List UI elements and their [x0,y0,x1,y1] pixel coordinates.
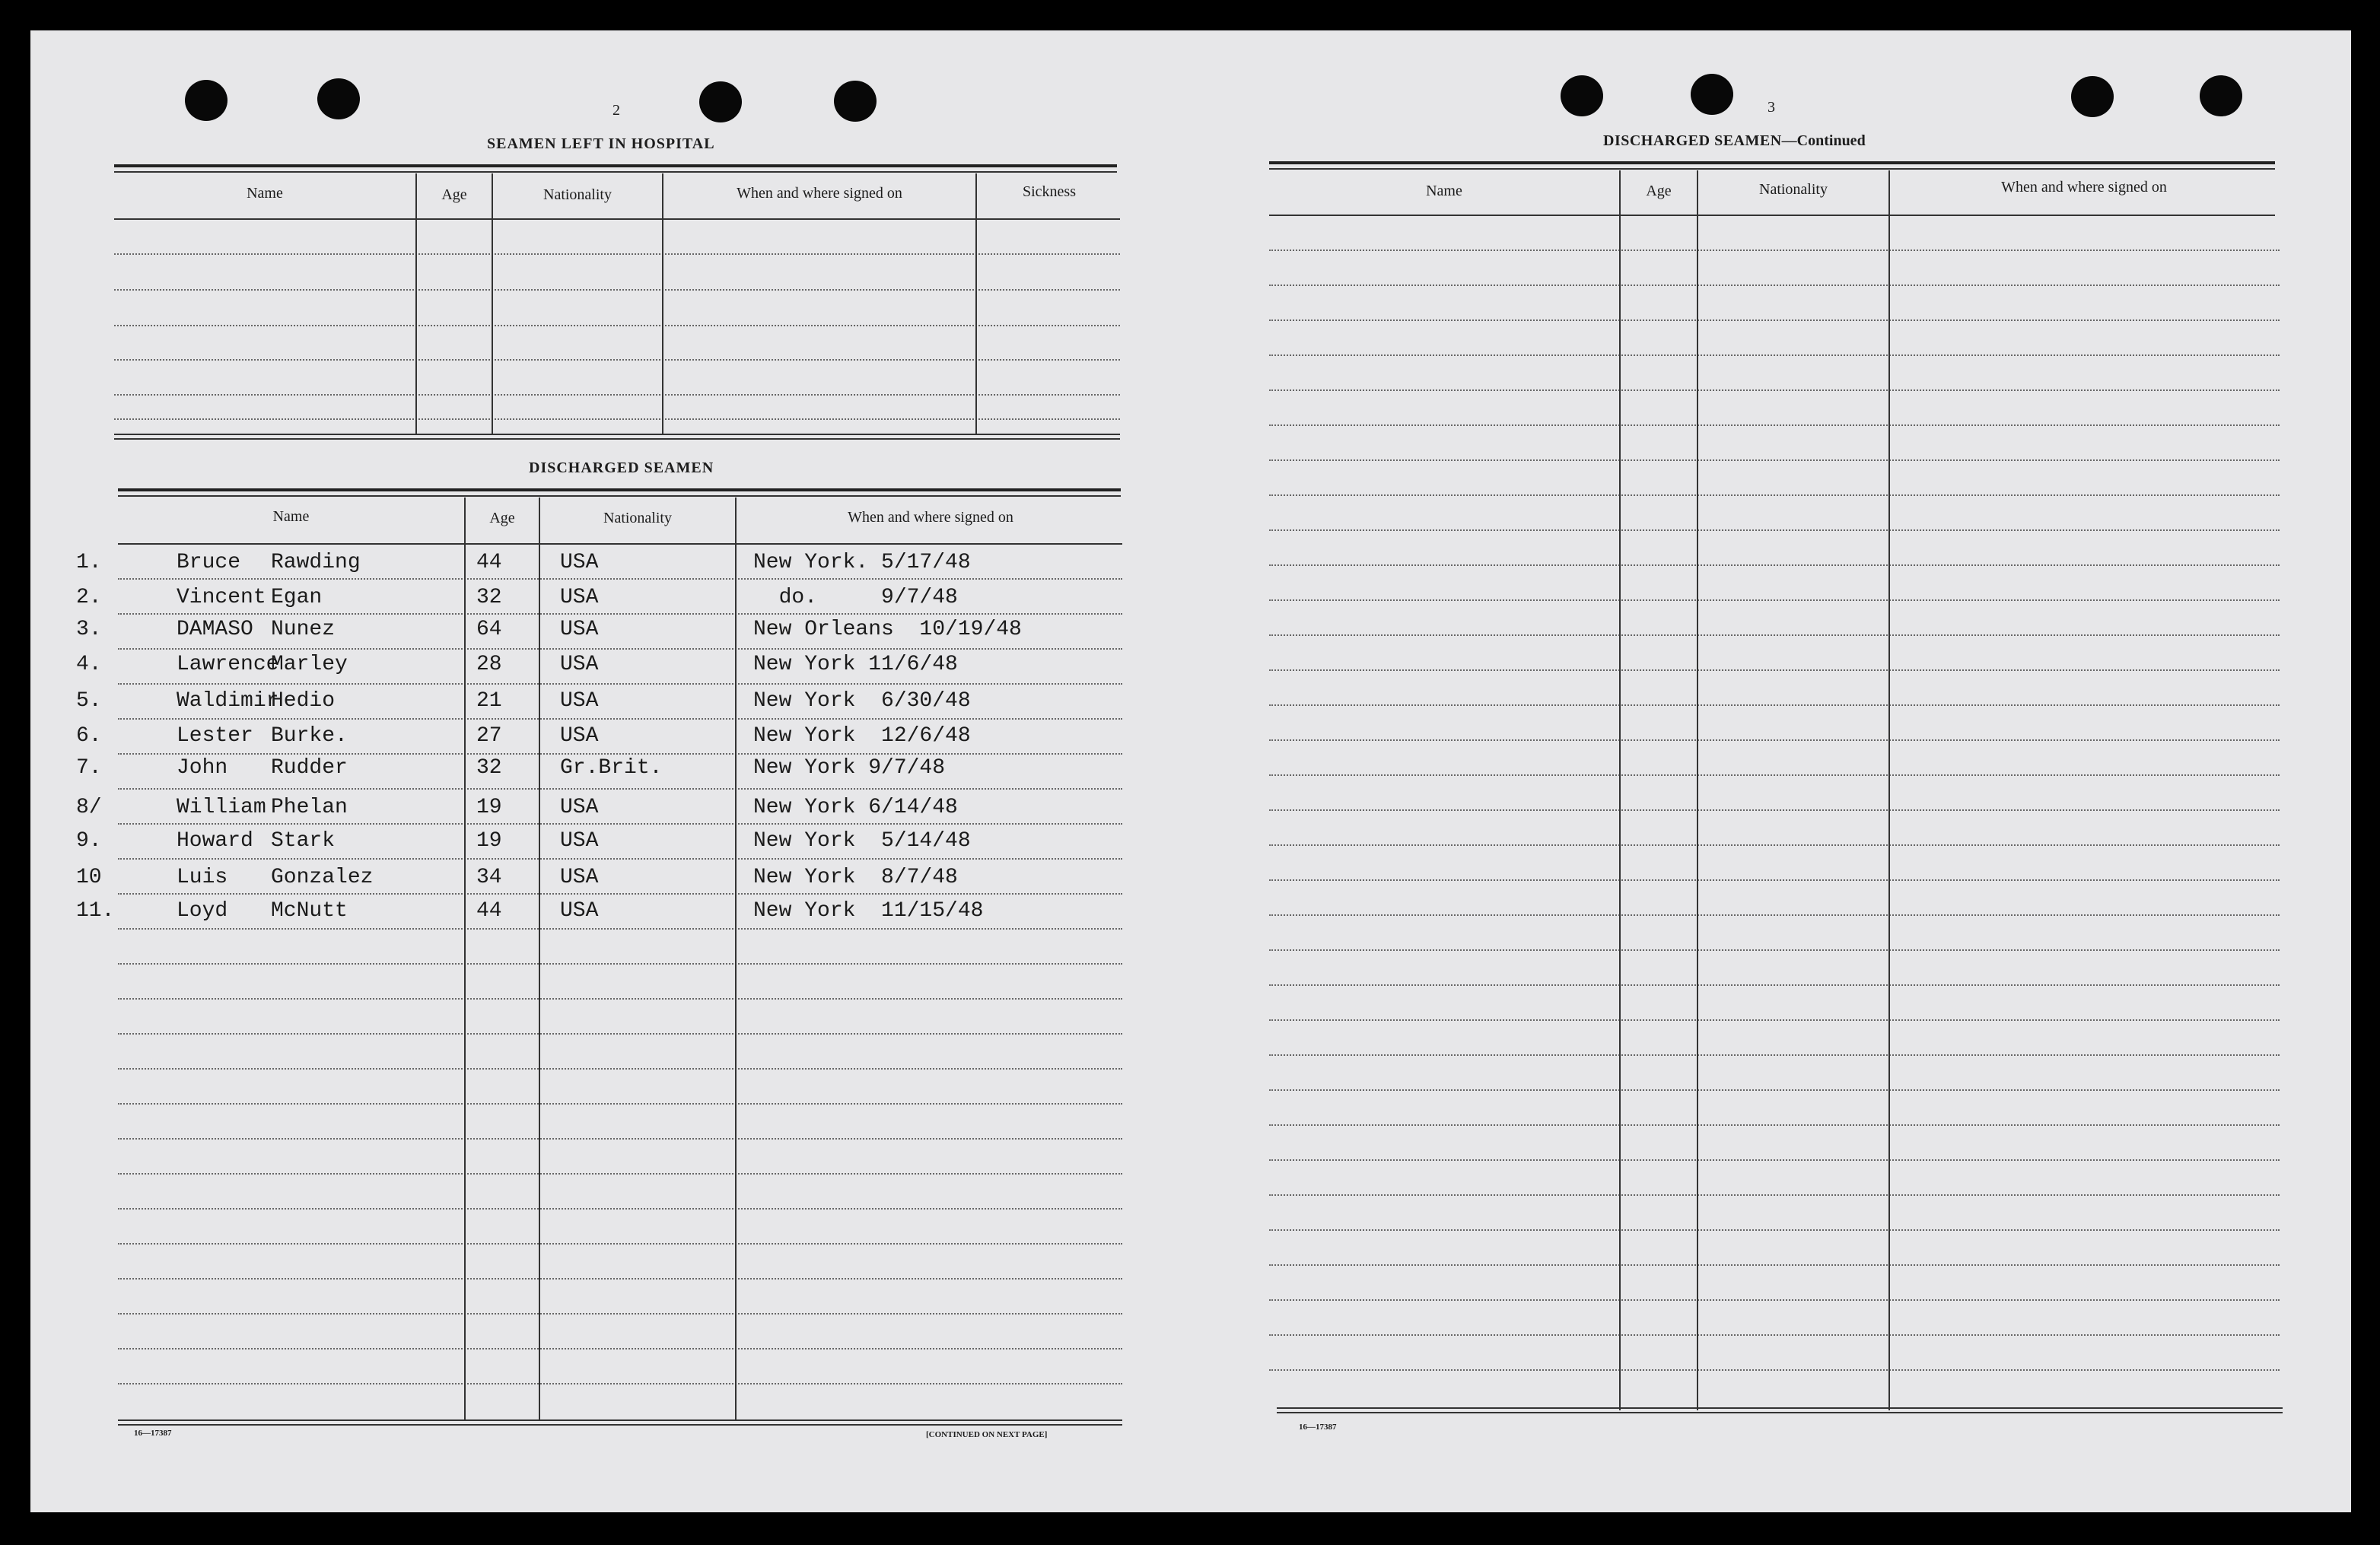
discharged-row-line [118,1173,1122,1175]
right-row-line [1269,1369,2280,1371]
seaman-nationality: USA [560,829,599,853]
seaman-nationality: USA [560,586,599,609]
right-row-line [1269,1159,2280,1161]
hospital-header-rule [114,218,1120,220]
punch-hole [834,81,877,122]
right-row-line [1269,1299,2280,1301]
discharged-row-line [118,578,1122,580]
page-number-left: 2 [612,102,620,119]
discharged-row-line [118,683,1122,685]
discharged-row-line [118,1383,1122,1384]
right-row-line [1269,1019,2280,1021]
discharged-row-line [118,998,1122,1000]
row-number: 5. [76,689,102,713]
seaman-age: 64 [476,618,502,641]
seaman-first-name: Lester [177,724,253,748]
right-row-line [1269,354,2280,356]
right-row-line [1269,459,2280,461]
seaman-signed-on: New Orleans 10/19/48 [753,618,1022,641]
right-row-line [1269,1124,2280,1126]
seaman-last-name: Hedio [271,689,336,713]
discharged-bottom-rule-2 [118,1424,1122,1426]
seaman-age: 34 [476,866,502,889]
right-row-line [1269,634,2280,636]
right-row-line [1269,529,2280,531]
right-row-line [1269,1194,2280,1196]
right-row-line [1269,739,2280,741]
row-number: 6. [76,724,102,748]
seaman-first-name: Howard [177,829,253,853]
right-col-age: Age [1646,183,1672,199]
seaman-last-name: Stark [271,829,336,853]
seaman-age: 19 [476,796,502,819]
row-number: 4. [76,653,102,676]
punch-hole [2200,75,2242,116]
right-row-line [1269,319,2280,321]
right-row-line [1269,774,2280,776]
seaman-nationality: USA [560,724,599,748]
right-row-line [1269,424,2280,426]
hospital-top-rule [114,164,1117,167]
discharged-row-line [118,613,1122,615]
seaman-signed-on: do. 9/7/48 [753,586,958,609]
discharged-row-line [118,1208,1122,1210]
seaman-age: 21 [476,689,502,713]
right-bottom-rule [1277,1407,2283,1409]
right-row-line [1269,494,2280,496]
punch-hole [699,81,742,122]
discharged-row-line [118,788,1122,790]
seaman-age: 19 [476,829,502,853]
right-header-rule [1269,215,2275,216]
hospital-col-name: Name [247,185,283,202]
row-number: 8/ [76,796,102,819]
discharged-row-line [118,753,1122,755]
seaman-first-name: DAMASO [177,618,253,641]
right-row-line [1269,704,2280,706]
seaman-nationality: USA [560,796,599,819]
seaman-signed-on: New York 6/30/48 [753,689,971,713]
seaman-last-name: Rudder [271,756,348,780]
hospital-row-line [114,325,1120,326]
hospital-col-signed-on: When and where signed on [737,185,902,202]
hospital-row-line [114,418,1120,420]
right-bottom-rule-2 [1277,1412,2283,1413]
row-number: 11. [76,899,115,923]
right-row-line [1269,949,2280,951]
punch-hole [2071,76,2114,117]
discharged-top-rule-thin [118,495,1121,497]
discharged-row-line [118,648,1122,650]
right-row-line [1269,1054,2280,1056]
right-row-line [1269,389,2280,391]
seaman-first-name: Waldimir [177,689,279,713]
seaman-age: 32 [476,756,502,780]
right-top-rule-thin [1269,168,2275,170]
seaman-signed-on: New York 9/7/48 [753,756,946,780]
row-number: 7. [76,756,102,780]
seaman-last-name: Phelan [271,796,348,819]
seaman-age: 44 [476,899,502,923]
continued-note: [CONTINUED ON NEXT PAGE] [926,1430,1048,1439]
discharged-top-rule [118,488,1121,491]
seaman-last-name: Nunez [271,618,336,641]
seaman-signed-on: New York 6/14/48 [753,796,958,819]
hospital-col-divider [662,173,663,435]
right-section-title [1603,132,1866,150]
seaman-nationality: Gr.Brit. [560,756,663,780]
discharged-row-line [118,1103,1122,1105]
seaman-last-name: Egan [271,586,323,609]
seaman-last-name: McNutt [271,899,348,923]
discharged-row-line [118,718,1122,720]
discharged-row-line [118,893,1122,895]
right-row-line [1269,1089,2280,1091]
row-number: 3. [76,618,102,641]
discharged-row-line [118,1138,1122,1140]
discharged-row-line [118,963,1122,965]
punch-hole [1691,74,1733,115]
hospital-col-nationality: Nationality [543,186,612,203]
discharged-col-divider [735,498,737,1421]
right-row-line [1269,844,2280,846]
discharged-col-signed-on: When and where signed on [848,509,1013,526]
hospital-col-divider [975,173,977,435]
seaman-nationality: USA [560,653,599,676]
seaman-age: 28 [476,653,502,676]
seaman-first-name: John [177,756,228,780]
right-row-line [1269,1264,2280,1266]
seaman-first-name: William [177,796,266,819]
punch-hole [317,78,360,119]
right-row-line [1269,285,2280,286]
right-row-line [1269,250,2280,251]
seaman-signed-on: New York 12/6/48 [753,724,971,748]
seaman-first-name: Loyd [177,899,228,923]
form-code-left: 16—17387 [134,1429,172,1438]
discharged-col-nationality: Nationality [603,510,672,526]
discharged-row-line [118,928,1122,930]
right-row-line [1269,1334,2280,1336]
seaman-signed-on: New York 11/6/48 [753,653,958,676]
discharged-row-line [118,1348,1122,1349]
right-row-line [1269,984,2280,986]
hospital-section-title: SEAMEN LEFT IN HOSPITAL [487,135,715,152]
discharged-row-line [118,823,1122,825]
seaman-last-name: Burke. [271,724,348,748]
right-row-line [1269,809,2280,811]
seaman-age: 32 [476,586,502,609]
row-number: 9. [76,829,102,853]
seaman-nationality: USA [560,618,599,641]
discharged-header-rule [118,543,1122,545]
seaman-last-name: Rawding [271,551,361,574]
discharged-row-line [118,1313,1122,1315]
seaman-last-name: Marley [271,653,348,676]
hospital-bottom-rule [114,434,1120,435]
seaman-nationality: USA [560,551,599,574]
discharged-col-divider [464,498,466,1421]
seaman-nationality: USA [560,899,599,923]
hospital-row-line [114,289,1120,291]
punch-hole [1561,75,1603,116]
row-number: 2. [76,586,102,609]
right-col-signed-on: When and where signed on [2001,179,2167,196]
hospital-row-line [114,253,1120,255]
hospital-bottom-rule-2 [114,438,1120,440]
right-col-name: Name [1426,183,1462,199]
discharged-row-line [118,1068,1122,1070]
seaman-last-name: Gonzalez [271,866,374,889]
seaman-first-name: Lawrence [177,653,279,676]
hospital-col-divider [415,173,417,435]
seaman-signed-on: New York 11/15/48 [753,899,984,923]
hospital-row-line [114,359,1120,361]
right-row-line [1269,879,2280,881]
discharged-row-line [118,858,1122,860]
hospital-col-age: Age [441,186,467,203]
right-row-line [1269,1229,2280,1231]
hospital-row-line [114,394,1120,396]
right-col-nationality: Nationality [1759,181,1828,198]
discharged-row-line [118,1033,1122,1035]
seaman-nationality: USA [560,866,599,889]
discharged-col-divider [539,498,540,1421]
right-row-line [1269,914,2280,916]
seaman-first-name: Vincent [177,586,266,609]
seaman-age: 44 [476,551,502,574]
right-top-rule [1269,161,2275,164]
row-number: 10 [76,866,102,889]
right-col-divider [1697,170,1698,1410]
seaman-first-name: Bruce [177,551,241,574]
right-row-line [1269,669,2280,671]
discharged-section-title: DISCHARGED SEAMEN [529,459,714,476]
discharged-col-name: Name [272,508,310,525]
page-number-right: 3 [1768,99,1775,116]
hospital-col-sickness: Sickness [1023,183,1076,200]
hospital-top-rule-thin [114,171,1117,173]
right-title-suffix: —Continued [1781,132,1866,149]
seaman-nationality: USA [560,689,599,713]
seaman-signed-on: New York 5/14/48 [753,829,971,853]
right-col-divider [1888,170,1890,1410]
right-row-line [1269,599,2280,601]
seaman-age: 27 [476,724,502,748]
discharged-row-line [118,1278,1122,1280]
hospital-col-divider [492,173,493,435]
discharged-row-line [118,1243,1122,1245]
right-title-main: DISCHARGED SEAMEN [1603,132,1782,149]
seaman-first-name: Luis [177,866,228,889]
seaman-signed-on: New York. 5/17/48 [753,551,971,574]
discharged-bottom-rule [118,1419,1122,1421]
right-col-divider [1619,170,1621,1410]
form-code-right: 16—17387 [1299,1423,1337,1432]
row-number: 1. [76,551,102,574]
discharged-col-age: Age [489,510,515,526]
seaman-signed-on: New York 8/7/48 [753,866,958,889]
punch-hole [185,80,228,121]
right-row-line [1269,564,2280,566]
